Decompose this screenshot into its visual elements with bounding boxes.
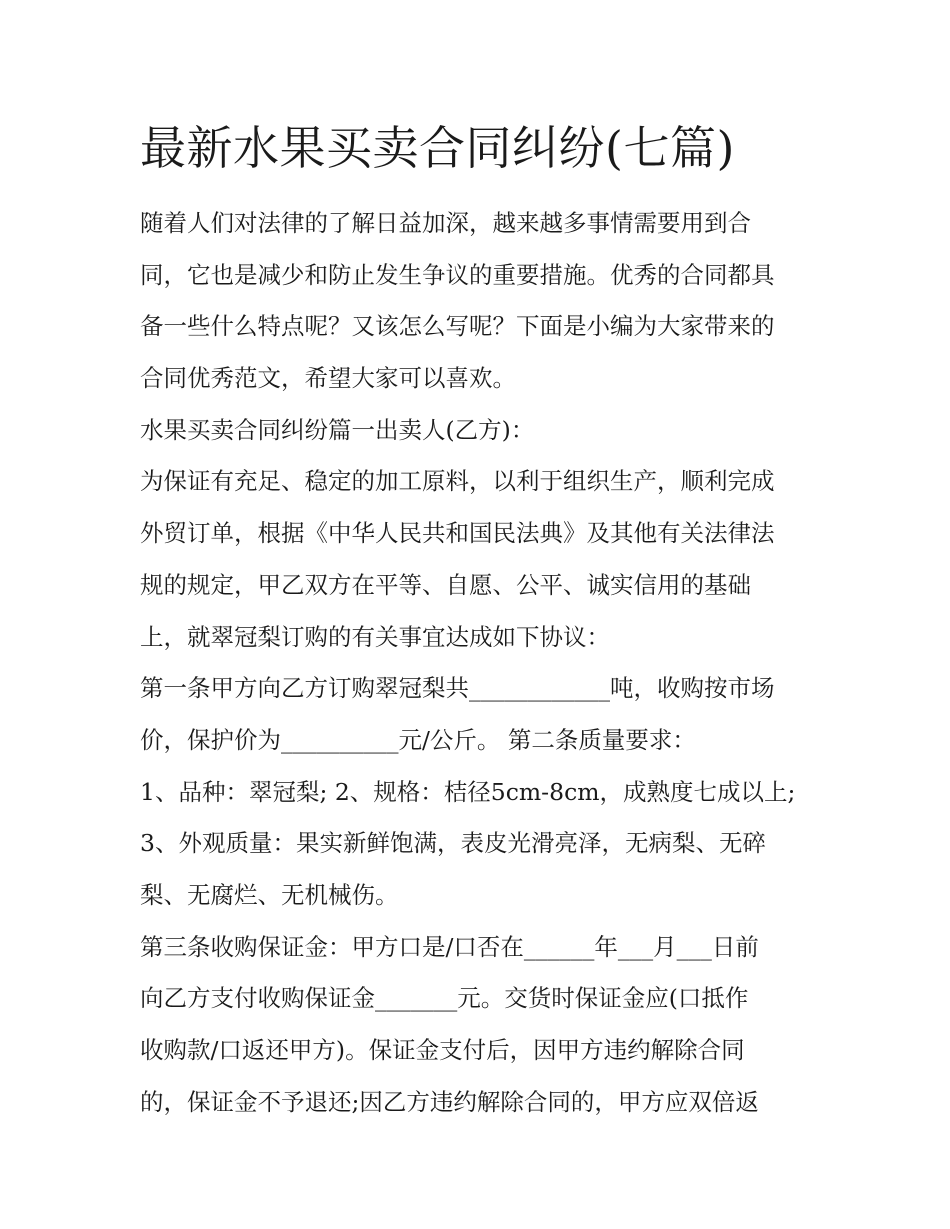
text-line: 规的规定，甲乙双方在平等、自愿、公平、诚实信用的基础 bbox=[140, 570, 751, 599]
section-heading: 水果买卖合同纠纷篇一出卖人(乙方)： bbox=[140, 415, 535, 444]
clause-line: 第三条收购保证金：甲方口是/口否在______年___月___日前 bbox=[140, 932, 759, 961]
text-line: 外贸订单，根据《中华人民共和国民法典》及其他有关法律法 bbox=[140, 519, 775, 548]
clause-line: 的，保证金不予退还;因乙方违约解除合同的，甲方应双倍返 bbox=[140, 1087, 759, 1116]
text-line: 合同优秀范文，希望大家可以喜欢。 bbox=[140, 364, 516, 393]
text-line: 随着人们对法律的了解日益加深，越来越多事情需要用到合 bbox=[140, 209, 751, 237]
document-title: 最新水果买卖合同纠纷(七篇) bbox=[140, 121, 735, 175]
text-line: 为保证有充足、稳定的加工原料，以利于组织生产，顺利完成 bbox=[140, 467, 775, 496]
clause-line: 价，保护价为__________元/公斤。 第二条质量要求： bbox=[140, 725, 696, 754]
document-body bbox=[140, 198, 820, 1128]
clause-line: 收购款/口返还甲方)。保证金支付后，因甲方违约解除合同 bbox=[140, 1036, 745, 1064]
clause-line: 向乙方支付收购保证金_______元。交货时保证金应(口抵作 bbox=[140, 984, 749, 1013]
text-line: 同，它也是减少和防止发生争议的重要措施。优秀的合同都具 bbox=[140, 260, 775, 289]
clause-line: 1、品种：翠冠梨; 2、规格：桔径5cm-8cm，成熟度七成以上; bbox=[140, 777, 796, 806]
text-line: 上，就翠冠梨订购的有关事宜达成如下协议： bbox=[140, 622, 610, 651]
text-line: 备一些什么特点呢？又该怎么写呢？下面是小编为大家带来的 bbox=[140, 312, 775, 341]
clause-line: 梨、无腐烂、无机械伤。 bbox=[140, 880, 399, 909]
clause-line: 3、外观质量：果实新鲜饱满，表皮光滑亮泽，无病梨、无碎 bbox=[140, 829, 766, 858]
clause-line: 第一条甲方向乙方订购翠冠梨共____________吨，收购按市场 bbox=[140, 674, 775, 703]
